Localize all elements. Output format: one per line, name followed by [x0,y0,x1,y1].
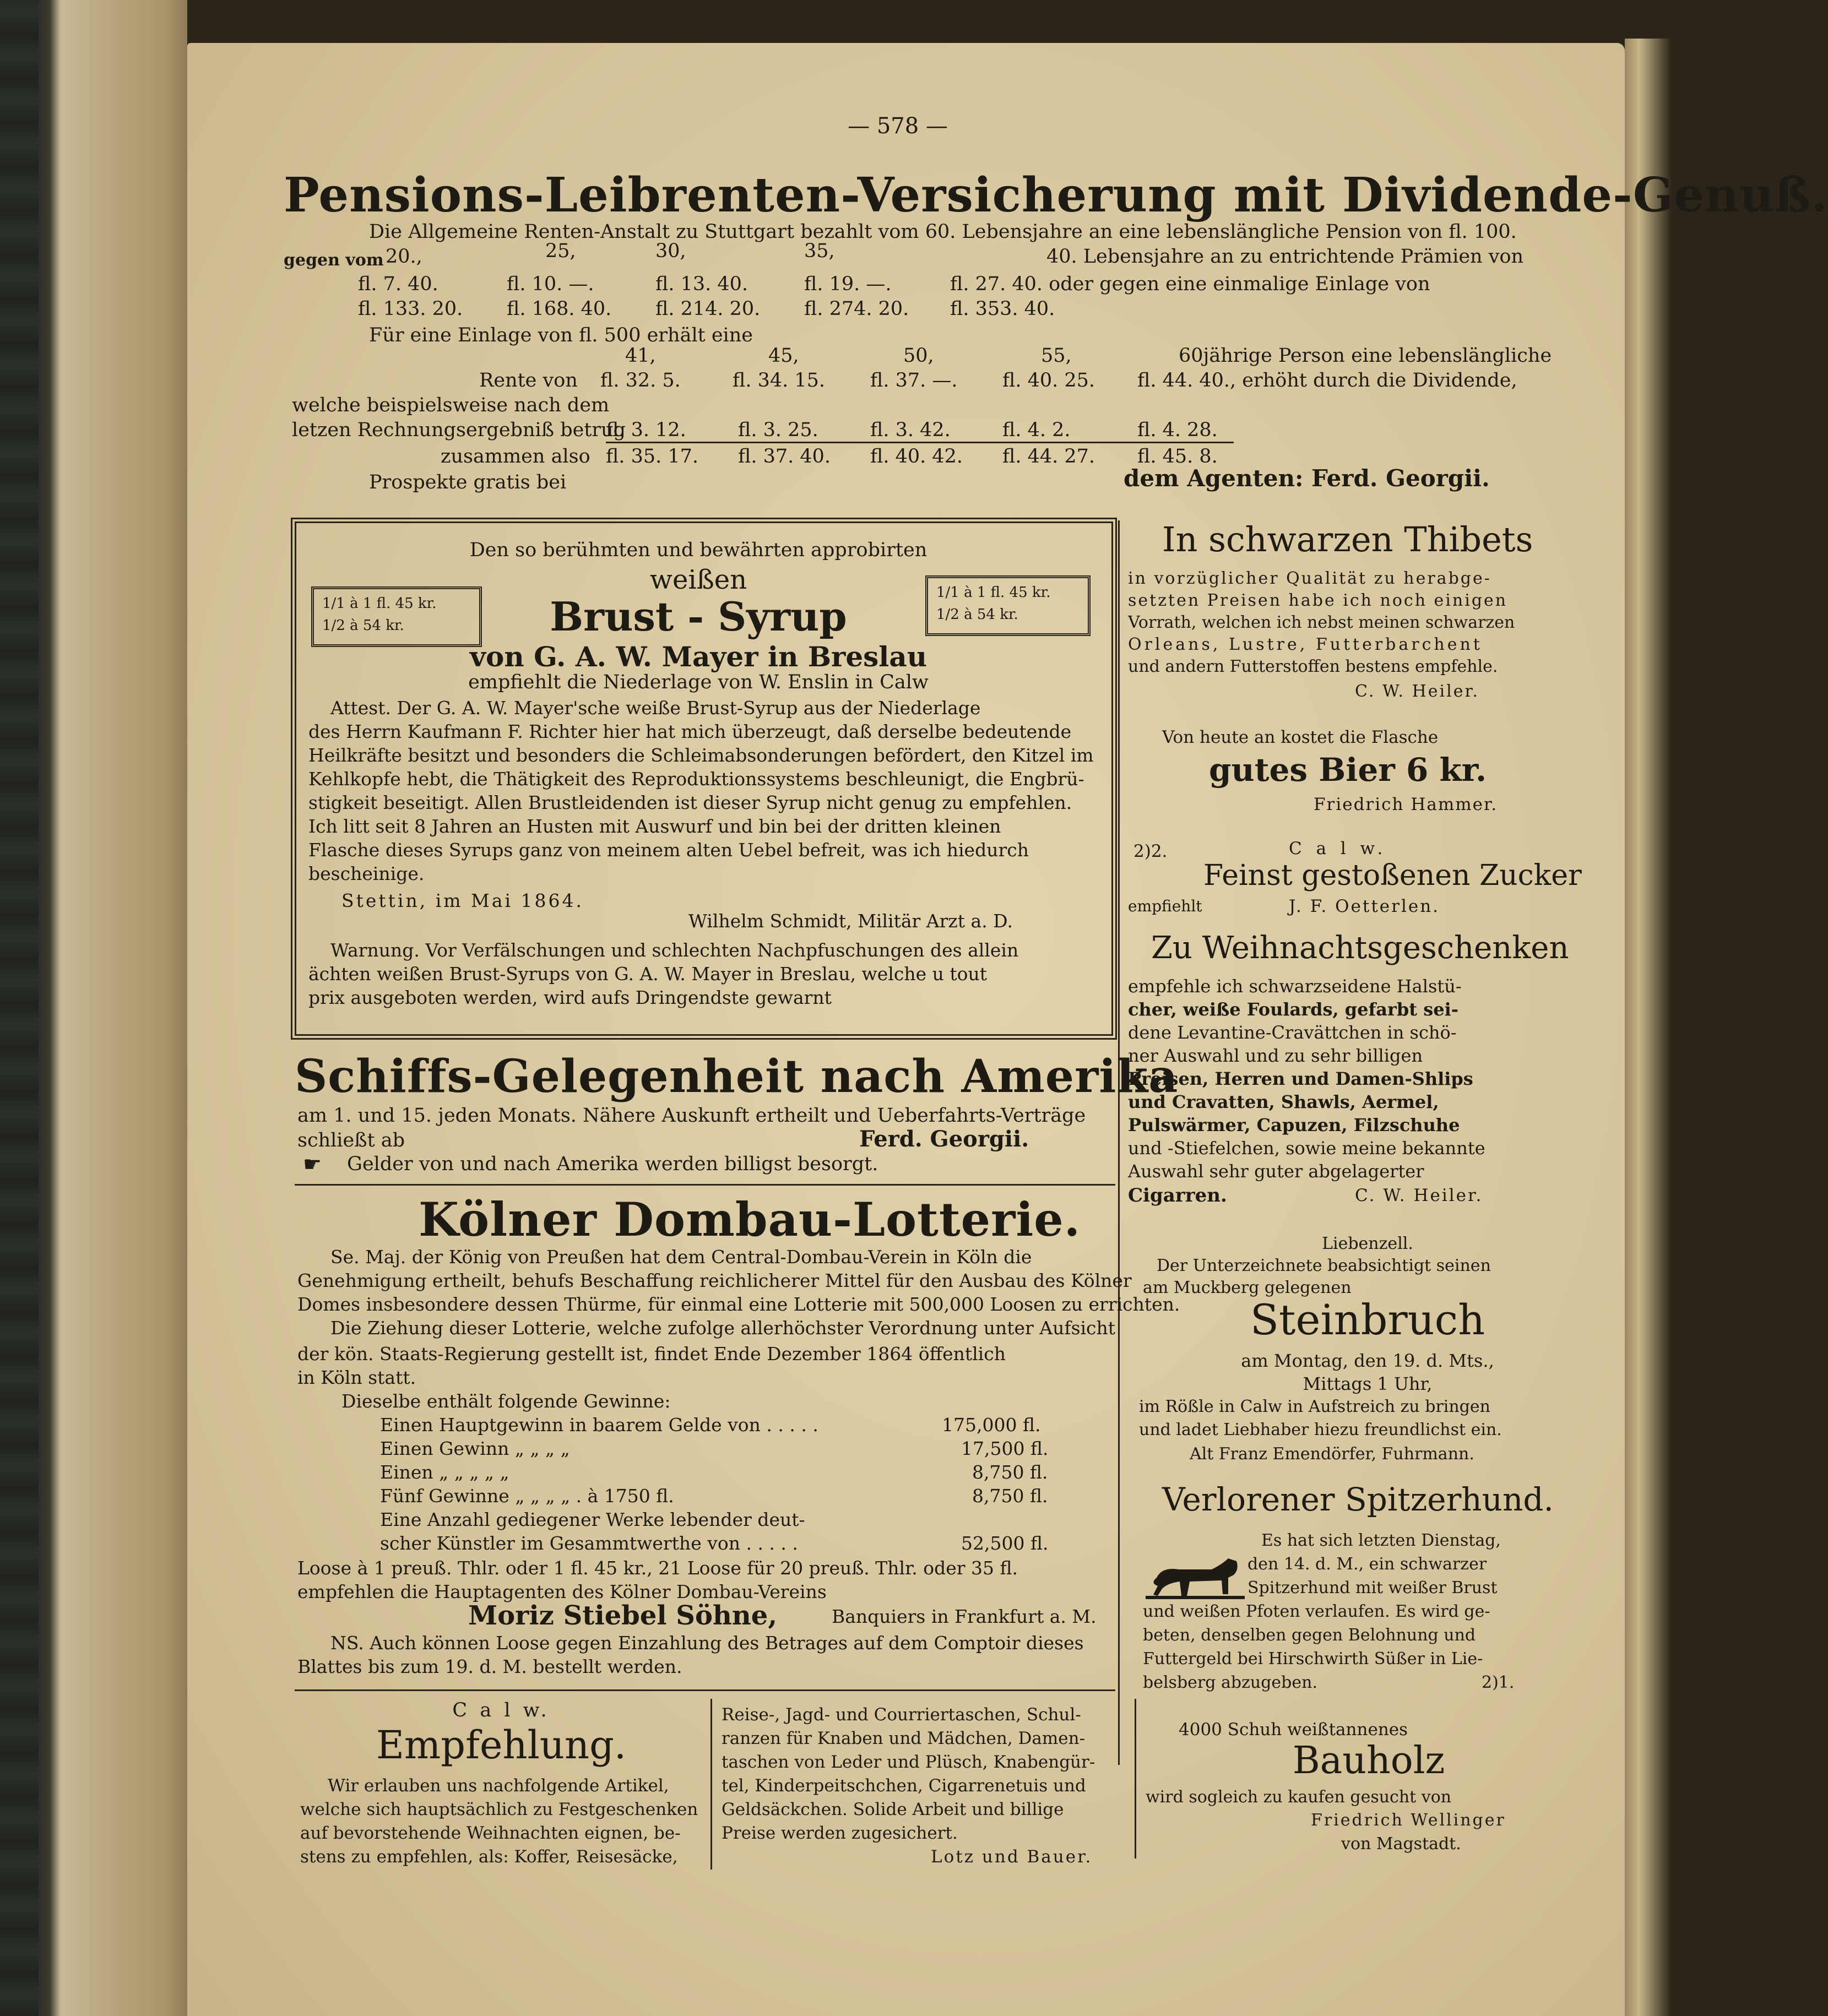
syrup-attest-1: des Herrn Kaufmann F. Richter hier hat mich überzeugt, daß derselbe bedeutende [308,721,1072,742]
pension-praemie-30: fl. 13. 40. [655,273,748,295]
pension-zusammen-41: fl. 35. 17. [606,445,699,468]
weihnacht-line-3: ner Auswahl und zu sehr billigen [1128,1045,1423,1066]
prize-label-4: Eine Anzahl gediegener Werke lebender deut- [380,1509,805,1530]
pension-beispiel-label: welche beispielsweise nach dem [292,394,610,416]
bauholz-line: 4000 Schuh weißtannenes [1179,1720,1408,1740]
empfehlung-divider [710,1699,712,1870]
spitzerhund-line-0: Es hat sich letzten Dienstag, [1261,1531,1501,1550]
prize-value-1: 17,500 fl. [961,1438,1049,1459]
empfehlung-col1-1: welche sich hauptsächlich zu Festgeschenken [300,1800,698,1819]
syrup-niederlage: empfiehlt die Niederlage von W. Enslin in Calw [468,671,929,693]
weihnacht-line-7: und -Stiefelchen, sowie meine bekannte [1128,1138,1485,1159]
pension-age-41: 41, [625,345,656,367]
bauholz-line-1: Friedrich Wellinger [1311,1811,1506,1830]
lotterie-p-2: Domes insbesondere dessen Thürme, für einmal eine Lotterie mit 500,000 Loosen zu errichten. [297,1294,1180,1315]
steinbruch-line-4: im Rößle in Calw in Aufstreich zu bringen [1139,1397,1490,1416]
weihnacht-line-2: dene Levantine-Cravättchen in schö- [1128,1022,1457,1043]
pension-einlage-25: fl. 168. 40. [507,298,612,320]
pension-gegen-label: gegen vom [284,251,384,270]
steinbruch-line-0: Der Unterzeichnete beabsichtigt seinen [1157,1256,1491,1275]
zucker-signature: J. F. Oetterlen. [1289,896,1440,916]
pension-rente-50: fl. 37. —. [870,369,958,392]
spitzerhund-line-1: den 14. d. M., ein schwarzer [1247,1555,1487,1574]
spitzerhund-title: Verlorener Spitzerhund. [1162,1481,1554,1518]
pension-praemie-35: fl. 19. —. [804,273,892,295]
book-spine [0,0,39,2016]
pension-zusammen-50: fl. 40. 42. [870,445,963,468]
syrup-price-left-2: 1/2 à 54 kr. [322,617,404,634]
pension-einlage-20: fl. 133. 20. [358,298,463,320]
thibets-signature: C. W. Heiler. [1355,682,1480,701]
empfehlung-title: Empfehlung. [376,1722,627,1768]
zucker-place: C a l w. [1289,839,1387,858]
prize-label-3: Fünf Gewinne „ „ „ „ . à 1750 fl. [380,1485,674,1507]
prize-value-3: 8,750 fl. [972,1485,1048,1507]
weihnacht-line-1: cher, weiße Foulards, gefarbt sei- [1128,999,1458,1020]
column-divider [1118,520,1120,1765]
bier-line: Von heute an kostet die Flasche [1162,727,1439,747]
schiff-note: Gelder von und nach Amerika werden billigst besorgt. [347,1153,878,1175]
prize-label-2: Einen „ „ „ „ „ [380,1461,509,1483]
syrup-price-right-2: 1/2 à 54 kr. [936,606,1018,623]
pension-prospekte: Prospekte gratis bei [369,471,567,493]
syrup-attest-7: bescheinige. [308,863,425,884]
syrup-warnung-0: Warnung. Vor Verfälschungen und schlechten Nachpfuschungen des allein [330,939,1019,961]
pension-age-25: 25, [545,240,576,262]
syrup-attest-2: Heilkräfte besitzt und besonders die Schleimabsonderungen befördert, den Kitzel im [308,745,1094,766]
pension-age-30: 30, [655,240,686,262]
bier-title: gutes Bier 6 kr. [1209,751,1487,789]
zucker-num: 2)2. [1133,841,1168,861]
lotterie-p-5: in Köln statt. [297,1367,416,1388]
syrup-place: Stettin, im Mai 1864. [341,890,584,911]
bauholz-signature: von Magstadt. [1341,1834,1461,1854]
schiff-line-1: schließt ab [297,1129,405,1151]
prize-label-5: scher Künstler im Gesammtwerthe von . . . . . [380,1533,798,1554]
syrup-weissen: weißen [649,564,747,595]
weihnacht-line-5: und Cravatten, Shawls, Aermel, [1128,1091,1439,1112]
empfehlung-place: C a l w. [452,1699,550,1721]
lotterie-title: Kölner Dombau-Lotterie. [419,1192,1081,1247]
lotterie-nb-1: Blattes bis zum 19. d. M. bestellt werden. [297,1656,682,1677]
thibets-line-2: Vorrath, welchen ich nebst meinen schwarzen [1128,613,1515,632]
syrup-attest-5: Ich litt seit 8 Jahren an Husten mit Auswurf und bin bei der dritten kleinen [308,816,1001,837]
syrup-warnung-1: ächten weißen Brust-Syrups von G. A. W. Mayer in Breslau, welche u tout [308,963,988,985]
pension-einlage-30: fl. 214. 20. [655,298,761,320]
lotterie-after-1: empfehlen die Hauptagenten des Kölner Dombau-Vereins [297,1581,827,1602]
pointing-hand-icon: ☛ [303,1152,322,1176]
dog-icon [1146,1547,1245,1602]
syrup-attest-0: Attest. Der G. A. W. Mayer'sche weiße Brust-Syrup aus der Niederlage [330,697,981,719]
empfehlung-col1-3: stens zu empfehlen, als: Koffer, Reisesäcke, [300,1847,678,1867]
syrup-attest-6: Flasche dieses Syrups ganz von meinem alten Uebel befreit, was ich hiedurch [308,839,1029,861]
divider-lotterie [295,1689,1115,1691]
syrup-intro: Den so berühmten und bewährten approbirten [469,539,927,561]
bier-signature: Friedrich Hammer. [1314,795,1498,814]
weihnacht-last: Cigarren. [1128,1184,1227,1207]
steinbruch-line-1: am Muckberg gelegenen [1143,1278,1352,1297]
bauholz-line-0: wird sogleich zu kaufen gesucht von [1146,1787,1452,1807]
thibets-line-4: und andern Futterstoffen bestens empfehle. [1128,657,1498,676]
pension-sum-rule [606,442,1234,443]
lotterie-p-4: der kön. Staats-Regierung gestellt ist, findet Ende Dezember 1864 öffentlich [297,1343,1006,1365]
pension-einlage-35: fl. 274. 20. [804,298,909,320]
pension-rechnung-50: fl. 3. 42. [870,419,951,441]
weihnacht-line-0: empfehle ich schwarzseidene Halstü- [1128,976,1462,997]
pension-rente-60: fl. 44. 40., erhöht durch die Dividende, [1137,369,1517,392]
pension-zusammen-45: fl. 37. 40. [738,445,831,468]
steinbruch-title: Steinbruch [1250,1295,1485,1344]
lotterie-p-3: Die Ziehung dieser Lotterie, welche zufolge allerhöchster Verordnung unter Aufsicht [330,1317,1116,1339]
schiff-name: Ferd. Georgii. [859,1126,1029,1152]
pension-age-35: 35, [804,240,835,262]
pension-praemie-20: fl. 7. 40. [358,273,438,295]
steinbruch-place: Liebenzell. [1322,1234,1413,1253]
syrup-title: Brust - Syrup [550,593,847,640]
pension-age-40: 40. Lebensjahre an zu entrichtende Prämien von [1046,246,1524,268]
divider-schiff [295,1184,1115,1186]
pension-rechnung-60: fl. 4. 28. [1137,419,1218,441]
lotterie-p-6: Dieselbe enthält folgende Gewinne: [341,1390,671,1412]
spitzerhund-line-5: Futtergeld bei Hirschwirth Süßer in Lie- [1143,1649,1483,1669]
weihnacht-line-6: Pulswärmer, Capuzen, Filzschuhe [1128,1115,1460,1135]
thibets-line-0: in vorzüglicher Qualität zu herabge- [1128,569,1491,588]
pension-zusammen-60: fl. 45. 8. [1137,445,1218,468]
pension-age-20: 20., [386,246,422,268]
pension-rechnung-55: fl. 4. 2. [1002,419,1071,441]
pension-praemie-40: fl. 27. 40. oder gegen eine einmalige Einlage von [950,273,1430,295]
empfehlung-col2-1: ranzen für Knaben und Mädchen, Damen- [722,1729,1086,1748]
empfehlung-col2-5: Preise werden zugesichert. [722,1823,958,1843]
book-edge-right [1625,39,1672,2016]
page-number: — 578 — [848,113,948,139]
pension-title: Pensions-Leibrenten-Versicherung mit Dividende-Genuß. [284,167,1828,223]
spitzerhund-line-3: und weißen Pfoten verlaufen. Es wird ge- [1143,1602,1490,1621]
pension-rechnung-45: fl. 3. 25. [738,419,818,441]
weihnacht-title: Zu Weihnachtsgeschenken [1151,930,1569,966]
lotterie-bank: Moriz Stiebel Söhne, [468,1600,778,1631]
lotterie-nb-0: NS. Auch können Loose gegen Einzahlung des Betrages auf dem Comptoir dieses [330,1632,1084,1654]
pension-rente-label: Rente von [479,369,578,392]
steinbruch-line-3: Mittags 1 Uhr, [1303,1373,1433,1394]
syrup-attest-3: Kehlkopfe hebt, die Thätigkeit des Reproduktionssystems beschleunigt, die Engbrü- [308,768,1084,790]
syrup-warnung-2: prix ausgeboten werden, wird aufs Dringendste gewarnt [308,987,832,1008]
prize-value-2: 8,750 fl. [972,1461,1048,1483]
steinbruch-line-5: und ladet Liebhaber hiezu freundlichst ein. [1139,1420,1502,1439]
schiff-line-0: am 1. und 15. jeden Monats. Nähere Auskunft ertheilt und Ueberfahrts-Verträge [297,1105,1086,1127]
lotterie-p-1: Genehmigung ertheilt, behufs Beschaffung reichlicherer Mittel für den Ausbau des Kölner [297,1270,1132,1291]
pension-rente-41: fl. 32. 5. [600,369,681,392]
syrup-maker: von G. A. W. Mayer in Breslau [469,640,927,673]
pension-line1: Die Allgemeine Renten-Anstalt zu Stuttgart bezahlt vom 60. Lebensjahre an eine lebenslängliche Pension von fl. 100. [369,221,1517,243]
pension-einlage-40: fl. 353. 40. [950,298,1055,320]
steinbruch-line-2: am Montag, den 19. d. Mts., [1241,1350,1494,1371]
syrup-signature: Wilhelm Schmidt, Militär Arzt a. D. [688,910,1013,932]
prize-value-5: 52,500 fl. [961,1533,1049,1554]
pension-einlage-line: Für eine Einlage von fl. 500 erhält eine [369,324,753,346]
spitzerhund-num: 2)1. [1482,1673,1515,1692]
weihnacht-line-8: Auswahl sehr guter abgelagerter [1128,1161,1424,1182]
pension-rechnung-41: fl. 3. 12. [606,419,686,441]
pension-age-60: 60jährige Person eine lebenslängliche [1179,345,1552,367]
zucker-prefix: empfiehlt [1128,897,1202,915]
book-edge-left [0,0,187,2016]
bauholz-title: Bauholz [1292,1739,1445,1783]
zucker-title: Feinst gestoßenen Zucker [1203,859,1582,892]
pension-age-45: 45, [768,345,799,367]
pension-rente-55: fl. 40. 25. [1002,369,1095,392]
pension-age-55: 55, [1041,345,1072,367]
weihnacht-line-4: Preisen, Herren und Damen-Shlips [1128,1068,1473,1089]
spitzerhund-line-6: belsberg abzugeben. [1143,1673,1317,1692]
lotterie-bank-suffix: Banquiers in Frankfurt a. M. [832,1606,1097,1627]
pension-age-50: 50, [903,345,934,367]
pension-rente-45: fl. 34. 15. [733,369,826,392]
syrup-price-left-1: 1/1 à 1 fl. 45 kr. [322,595,437,612]
empfehlung-col1-0: Wir erlauben uns nachfolgende Artikel, [328,1776,669,1796]
empfehlung-col2-3: tel, Kinderpeitschchen, Cigarrenetuis und [722,1776,1086,1796]
spitzerhund-line-4: beten, denselben gegen Belohnung und [1143,1626,1476,1645]
syrup-price-right-1: 1/1 à 1 fl. 45 kr. [936,584,1051,601]
empfehlung-signature: Lotz und Bauer. [931,1847,1093,1867]
syrup-attest-4: stigkeit beseitigt. Allen Brustleidenden ist dieser Syrup nicht genug zu empfehlen. [308,792,1072,813]
thibets-line-3: Orleans, Lustre, Futterbarchent [1128,635,1483,654]
lotterie-p-0: Se. Maj. der König von Preußen hat dem Central-Dombau-Verein in Köln die [330,1246,1032,1268]
pension-agent: dem Agenten: Ferd. Georgii. [1124,465,1490,492]
empfehlung-col1-2: auf bevorstehende Weihnachten eignen, be- [300,1823,681,1843]
empfehlung-col2-4: Geldsäckchen. Solide Arbeit und billige [722,1800,1064,1819]
steinbruch-signature: Alt Franz Emendörfer, Fuhrmann. [1190,1444,1474,1464]
thibets-line-1: setzten Preisen habe ich noch einigen [1128,591,1508,610]
thibets-title: In schwarzen Thibets [1162,519,1533,559]
empfehlung-col2-0: Reise-, Jagd- und Courriertaschen, Schul- [722,1705,1081,1725]
pension-rechnung-label: letzen Rechnungsergebniß betrug [292,419,626,441]
pension-zusammen-55: fl. 44. 27. [1002,445,1095,468]
pension-zusammen-label: zusammen also [441,445,590,468]
weihnacht-signature: C. W. Heiler. [1355,1186,1483,1205]
prize-label-1: Einen Gewinn „ „ „ „ [380,1438,570,1459]
empfehlung-col2-2: taschen von Leder und Plüsch, Knabengür- [722,1752,1095,1772]
prize-label-0: Einen Hauptgewinn in baarem Gelde von . . . . . [380,1414,818,1436]
schiff-title: Schiffs-Gelegenheit nach Amerika [295,1050,1179,1103]
spitzerhund-line-2: Spitzerhund mit weißer Brust [1247,1578,1498,1597]
lotterie-after-0: Loose à 1 preuß. Thlr. oder 1 fl. 45 kr., 21 Loose für 20 preuß. Thlr. oder 35 fl. [297,1557,1018,1579]
pension-praemie-25: fl. 10. —. [507,273,594,295]
prize-value-0: 175,000 fl. [942,1414,1041,1436]
